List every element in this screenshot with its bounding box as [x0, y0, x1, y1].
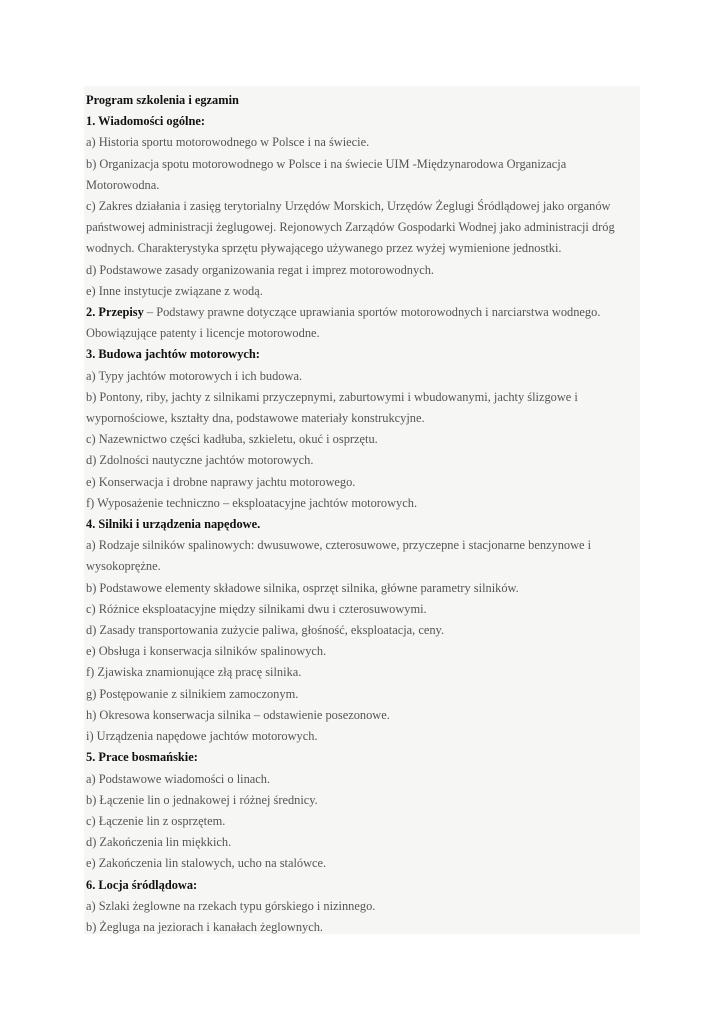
list-item: d) Podstawowe zasady organizowania regat i imprez motorowodnych.: [86, 262, 434, 277]
list-item: c) Łączenie lin z osprzętem.: [86, 813, 226, 828]
list-item: c) Różnice eksploatacyjne między silnikami dwu i czterosuwowymi.: [86, 601, 427, 616]
list-item: b) Organizacja spotu motorowodnego w Polsce i na świecie UIM -Międzynarodowa Organizacja Motorowodna.: [86, 156, 567, 192]
section-heading: 3. Budowa jachtów motorowych:: [86, 347, 260, 362]
section-text: – Podstawy prawne dotyczące uprawiania sportów motorowodnych i narciarstwa wodnego. Obowiązujące patenty i licencje motorowodne.: [86, 305, 601, 341]
list-item: a) Podstawowe wiadomości o linach.: [86, 771, 271, 786]
list-item: d) Zakończenia lin miękkich.: [86, 835, 232, 850]
section-heading: 5. Prace bosmańskie:: [86, 750, 198, 765]
list-item: d) Zasady transportowania zużycie paliwa, głośność, eksploatacja, ceny.: [86, 623, 445, 638]
list-item: a) Typy jachtów motorowych i ich budowa.: [86, 368, 303, 383]
list-item: h) Okresowa konserwacja silnika – odstawienie posezonowe.: [86, 707, 390, 722]
section-paragraph: [86, 302, 636, 344]
list-item: b) Pontony, riby, jachty z silnikami przyczepnymi, zaburtowymi i wbudowanymi, jachty ślizgowe i wypornościowe, kształty dna, podstawowe materiały konstrukcyjne.: [86, 389, 578, 426]
list-item: e) Zakończenia lin stalowych, ucho na stalówce.: [86, 856, 327, 871]
list-item: b) Łączenie lin o jednakowej i różnej średnicy.: [86, 792, 318, 807]
document-page: [84, 86, 640, 934]
list-item: e) Inne instytucje związane z wodą.: [86, 283, 263, 298]
list-item: a) Rodzaje silników spalinowych: dwusuwowe, czterosuwowe, przyczepne i stacjonarne benzynowe i wysokoprężne.: [86, 538, 592, 574]
list-item: f) Zjawiska znamionujące złą pracę silnika.: [86, 665, 302, 680]
document-title: Program szkolenia i egzamin: [86, 93, 239, 107]
section-heading: 2. Przepisy: [86, 305, 144, 320]
list-item: a) Szlaki żeglowne na rzekach typu górskiego i nizinnego.: [86, 898, 376, 913]
list-item: e) Obsługa i konserwacja silników spalinowych.: [86, 644, 327, 659]
list-item: f) Wyposażenie techniczno – eksploatacyjne jachtów motorowych.: [86, 495, 418, 510]
section-heading: 1. Wiadomości ogólne:: [86, 114, 205, 129]
list-item: b) Podstawowe elementy składowe silnika, osprzęt silnika, główne parametry silników.: [86, 580, 519, 595]
list-item: g) Postępowanie z silnikiem zamoczonym.: [86, 686, 299, 701]
list-item: b) Żegluga na jeziorach i kanałach żeglownych.: [86, 919, 324, 934]
section-heading: 4. Silniki i urządzenia napędowe.: [86, 517, 261, 532]
document-content: [86, 90, 636, 938]
section-heading: 6. Locja śródlądowa:: [86, 877, 198, 892]
list-item: e) Konserwacja i drobne naprawy jachtu motorowego.: [86, 474, 356, 489]
list-item: i) Urządzenia napędowe jachtów motorowych.: [86, 729, 318, 744]
list-item: c) Zakres działania i zasięg terytorialny Urzędów Morskich, Urzędów Żeglugi Śródlądowej jako organów państwowej administracji żeglugowej. Rejonowych Zarządów Gospodarki Wodnej jako administracji dróg wodnych. Charakterystyka sprzętu pływającego używanego przez wyżej wymienione jednostki.: [86, 199, 615, 256]
list-item: d) Zdolności nautyczne jachtów motorowych.: [86, 453, 314, 468]
list-item: a) Historia sportu motorowodnego w Polsce i na świecie.: [86, 135, 370, 150]
list-item: c) Nazewnictwo części kadłuba, szkieletu, okuć i osprzętu.: [86, 432, 378, 447]
